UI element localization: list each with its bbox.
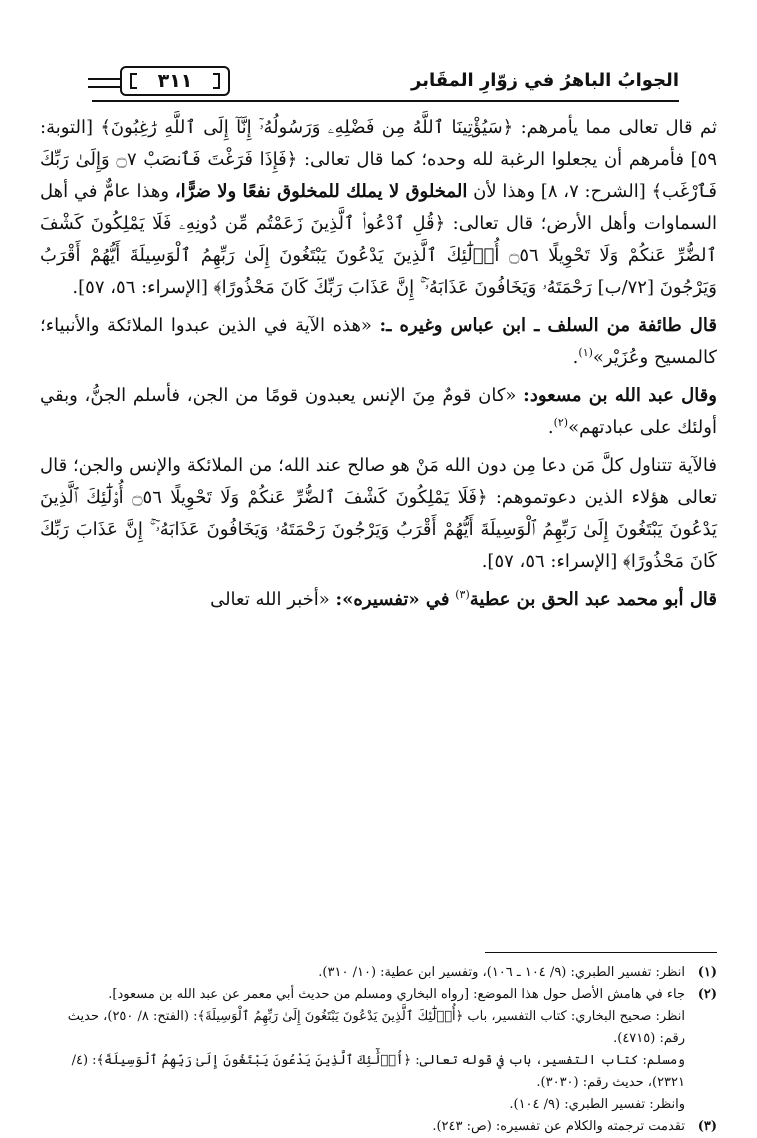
header-ornament	[88, 78, 122, 88]
footnote-3	[40, 1116, 717, 1138]
footnote-2-line-4: وانظر: تفسير الطبري: (٩/ ١٠٤).	[509, 1097, 685, 1112]
paragraph-1	[40, 112, 717, 304]
paragraph-5-text: «أخبر الله تعالى	[210, 589, 330, 610]
footnote-text: جاء في هامش الأصل حول هذا الموضع: [رواه البخاري ومسلم من حديث أبي معمر عن عبد الله بن مسعود].	[108, 987, 685, 1002]
footnote-2-line-2: انظر: صحيح البخاري: كتاب التفسير، باب ﴿أُو۟لَٰٓئِكَ ٱلَّذِينَ يَدْعُونَ يَبْتَغُونَ إِلَىٰ رَبِّهِمُ ٱلْوَسِيلَةَ﴾: (الفتح: ٨/ ٢٥٠)، حديث رقم: (٤٧١٥).	[67, 1009, 685, 1046]
paragraph-3-text: «كان قومٌ مِنَ الإنس يعبدون قومًا من الجن، فأسلم الجنُّ، وبقي أولئك على عبادتهم»	[40, 385, 717, 438]
footnote-text: انظر: تفسير الطبري: (٩/ ١٠٤ ـ ١٠٦)، وتفسير ابن عطية: (١٠/ ٣١٠).	[318, 965, 685, 980]
paragraph-2-text: «هذه الآية في الذين عبدوا الملائكة والأنبياء؛ كالمسيح وعُزَيْر»	[40, 315, 717, 368]
paragraph-5-bold: قال أبو محمد عبد الحق بن عطية	[469, 589, 717, 610]
running-title: الجوابُ الباهرُ في زوّارِ المقَابر	[411, 70, 679, 91]
footnote-number: (٢)	[697, 987, 717, 1002]
paragraph-1-text: ثم قال تعالى مما يأمرهم: ﴿سَيُؤْتِينَا ٱللَّهُ مِن فَضْلِهِۦ وَرَسُولُهُۥٓ إِنَّآ إِلَى ٱللَّهِ رَٰغِبُونَ﴾ [التوبة: ٥٩] فأمرهم أن يجعلوا الرغبة لله وحده؛ كما قال تعالى: ﴿فَإِذَا فَرَغْتَ فَٱنصَبْ ۝٧ وَإِلَىٰ رَبِّكَ فَٱرْغَب﴾ [الشرح: ٧، ٨] وهذا لأن	[40, 117, 718, 202]
paragraph-2: قال طائفة من السلف ـ ابن عباس وغيره ـ: «هذه الآية في الذين عبدوا الملائكة والأنبياء؛ كالمسيح وعُزَيْر»$^{(١)}$.	[40, 315, 717, 368]
paragraph-1-rest: وهذا عامٌّ في أهل السماوات وأهل الأرض؛ قال تعالى: ﴿قُلِ ٱدْعُوا۟ ٱلَّذِينَ زَعَمْتُم مِّن دُونِهِۦ فَلَا يَمْلِكُونَ كَشْفَ ٱلضُّرِّ عَنكُمْ وَلَا تَحْوِيلًا ۝٥٦ أُو۟لَٰٓئِكَ ٱلَّذِينَ يَدْعُونَ يَبْتَغُونَ إِلَىٰ رَبِّهِمُ ٱلْوَسِيلَةَ أَيُّهُمْ أَقْرَبُ وَيَرْجُونَ [٧٢/ب] رَحْمَتَهُۥ وَيَخَافُونَ عَذَابَهُۥٓ ۚ إِنَّ عَذَابَ رَبِّكَ كَانَ مَحْذُورًا﴾ [الإسراء: ٥٦، ٥٧].	[40, 181, 718, 298]
footnote-number: (١)	[697, 965, 717, 980]
paragraph-5	[40, 584, 717, 616]
footnote-text: تقدمت ترجمته والكلام عن تفسيره: (ص: ٢٤٣).	[432, 1119, 685, 1134]
paragraph-3-bold: وقال عبد الله بن مسعود:	[523, 385, 717, 406]
paragraph-4	[40, 450, 717, 578]
footnote-rule	[485, 952, 717, 953]
footnote-1	[40, 962, 717, 984]
paragraph-2-bold: قال طائفة من السلف ـ ابن عباس وغيره ـ:	[379, 315, 717, 336]
paragraph-3: وقال عبد الله بن مسعود: «كان قومٌ مِنَ الإنس يعبدون قومًا من الجن، فأسلم الجنُّ، وبقي أولئك على عبادتهم»$^{(٢)}$.	[40, 385, 717, 438]
paragraph-4-text: فالآية تتناول كلَّ مَن دعا مِن دون الله مَنْ هو صالح عند الله؛ من الملائكة والإنس والجن؛ قال تعالى هؤلاء الذين دعوتموهم: ﴿فَلَا يَمْلِكُونَ كَشْفَ ٱلضُّرِّ عَنكُمْ وَلَا تَحْوِيلًا ۝٥٦ أُو۟لَٰٓئِكَ ٱلَّذِينَ يَدْعُونَ يَبْتَغُونَ إِلَىٰ رَبِّهِمُ ٱلْوَسِيلَةَ أَيُّهُمْ أَقْرَبُ وَيَرْجُونَ رَحْمَتَهُۥ وَيَخَافُونَ عَذَابَهُۥٓ ۚ إِنَّ عَذَابَ رَبِّكَ كَانَ مَحْذُورًا﴾ [الإسراء: ٥٦، ٥٧].	[40, 455, 718, 572]
paragraph-1-bold: المخلوق لا يملك للمخلوق نفعًا ولا ضرًّا،	[174, 181, 468, 202]
header-rule	[92, 100, 679, 102]
footnote-ref-2: (٢)	[553, 416, 569, 429]
footnote-ref-1: (١)	[578, 346, 593, 359]
main-text	[40, 112, 717, 622]
footnote-2-line-3: ومسلم: كتاب التفسير، باب في قوله تعالى: ﴿أُو۟لَٰٓئِكَ ٱلَّذِينَ يَدْعُونَ يَبْتَغُونَ إِلَىٰ رَبِّهِمُ ٱلْوَسِيلَةَ﴾: (٤/ ٢٣٢١)، حديث رقم: (٣٠٣٠).	[71, 1053, 685, 1090]
footnotes	[40, 962, 717, 1138]
footnote-2	[40, 984, 717, 1006]
paragraph-5-bold-2: في «تفسيره»:	[335, 589, 450, 610]
page-header	[92, 58, 679, 102]
footnote-number: (٣)	[697, 1119, 717, 1134]
page-number: ٣١١	[120, 66, 230, 96]
footnote-ref-3: (٣)	[455, 588, 470, 601]
